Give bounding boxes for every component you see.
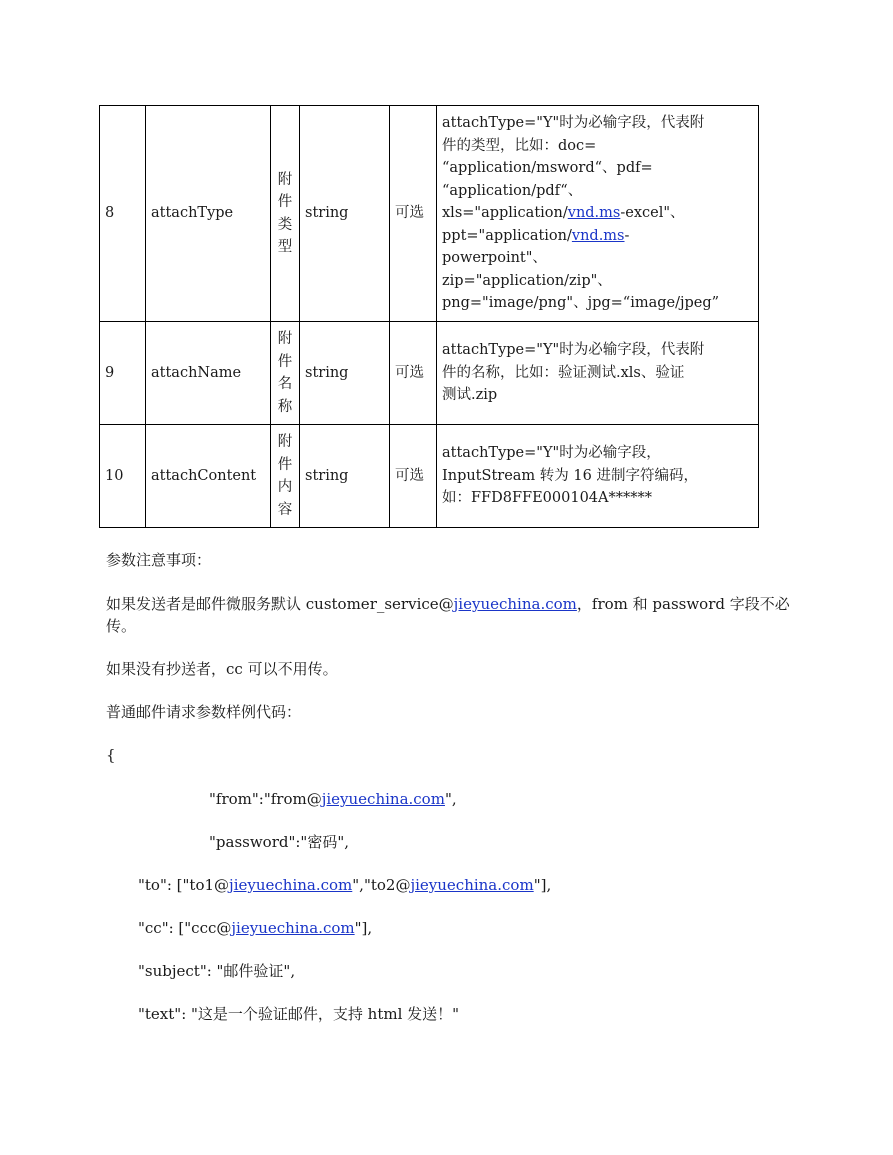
vnd-ms-link[interactable]: vnd.ms (567, 205, 621, 222)
field-description (437, 425, 759, 528)
desc-text: xls="application/ (442, 205, 568, 222)
code-text: "], (354, 919, 373, 937)
field-label: 附件类型 (277, 171, 293, 255)
code-text: ", (444, 790, 457, 808)
row-number: 8 (100, 106, 146, 322)
note-cc: 如果没有抄送者，cc 可以不用传。 (106, 660, 338, 678)
row-number: 9 (100, 322, 146, 425)
code-to-line (138, 874, 551, 896)
desc-line: 件的名称，比如：验证测试.xls、验证 (442, 364, 685, 381)
desc-line (442, 225, 753, 248)
desc-text: ppt="application/ (442, 227, 572, 244)
desc-line: attachType="Y"时为必输字段，代表附 (442, 342, 705, 359)
field-label-cell (271, 322, 300, 425)
notes-heading: 参数注意事项： (106, 551, 212, 569)
field-type: string (300, 106, 390, 322)
field-required: 可选 (390, 322, 437, 425)
code-password-line: "password":"密码", (209, 833, 350, 851)
domain-link[interactable]: jieyuechina.com (453, 595, 577, 613)
field-name: attachName (146, 322, 271, 425)
domain-link[interactable]: jieyuechina.com (410, 876, 534, 894)
desc-line: attachType="Y"时为必输字段， (442, 445, 661, 462)
note-default-sender (106, 593, 796, 637)
field-label: 附件内容 (277, 434, 293, 518)
code-open-brace: { (106, 746, 116, 764)
field-label-cell (271, 425, 300, 528)
field-description (437, 322, 759, 425)
field-description (437, 106, 759, 322)
code-text: ","to2@ (352, 876, 411, 894)
field-label-cell (271, 106, 300, 322)
field-label: 附件名称 (277, 331, 293, 415)
note-text: ，from 和 password 字段不必传。 (106, 595, 790, 635)
table-row (100, 425, 759, 528)
field-name: attachType (146, 106, 271, 322)
code-text: "cc": ["ccc@ (138, 919, 232, 937)
desc-text: -excel"、 (620, 205, 685, 222)
code-text: "to": ["to1@ (138, 876, 230, 894)
vnd-ms-link[interactable]: vnd.ms (571, 227, 625, 244)
domain-link[interactable]: jieyuechina.com (229, 876, 353, 894)
domain-link[interactable]: jieyuechina.com (321, 790, 445, 808)
domain-link[interactable]: jieyuechina.com (231, 919, 355, 937)
desc-line (442, 202, 753, 225)
sample-heading: 普通邮件请求参数样例代码： (106, 703, 302, 721)
table-row (100, 106, 759, 322)
field-type: string (300, 425, 390, 528)
desc-line: zip="application/zip"、 (442, 272, 612, 289)
desc-line: png="image/png"、jpg=“image/jpeg” (442, 295, 720, 312)
code-cc-line (138, 917, 372, 939)
desc-line: “application/pdf“、 (442, 182, 583, 199)
desc-line: attachType="Y"时为必输字段，代表附 (442, 115, 705, 132)
code-subject-line: "subject": "邮件验证", (138, 962, 296, 980)
desc-text: - (624, 227, 630, 244)
code-text: "], (533, 876, 552, 894)
code-text: "from":"from@ (209, 790, 322, 808)
code-from-line (209, 788, 457, 810)
field-required: 可选 (390, 425, 437, 528)
code-text-line: "text": "这是一个验证邮件，支持 html 发送！" (138, 1005, 460, 1023)
note-text: 如果发送者是邮件微服务默认 customer_service@ (106, 595, 454, 613)
field-required: 可选 (390, 106, 437, 322)
parameter-table (99, 105, 759, 528)
table-row (100, 322, 759, 425)
field-name: attachContent (146, 425, 271, 528)
desc-line: “application/msword“、pdf= (442, 160, 653, 177)
desc-line: 如：FFD8FFE000104A****** (442, 490, 653, 507)
row-number: 10 (100, 425, 146, 528)
field-type: string (300, 322, 390, 425)
desc-line: InputStream 转为 16 进制字符编码， (442, 467, 698, 484)
desc-line: powerpoint"、 (442, 250, 547, 267)
desc-line: 测试.zip (442, 387, 498, 404)
desc-line: 件的类型，比如：doc= (442, 137, 597, 154)
